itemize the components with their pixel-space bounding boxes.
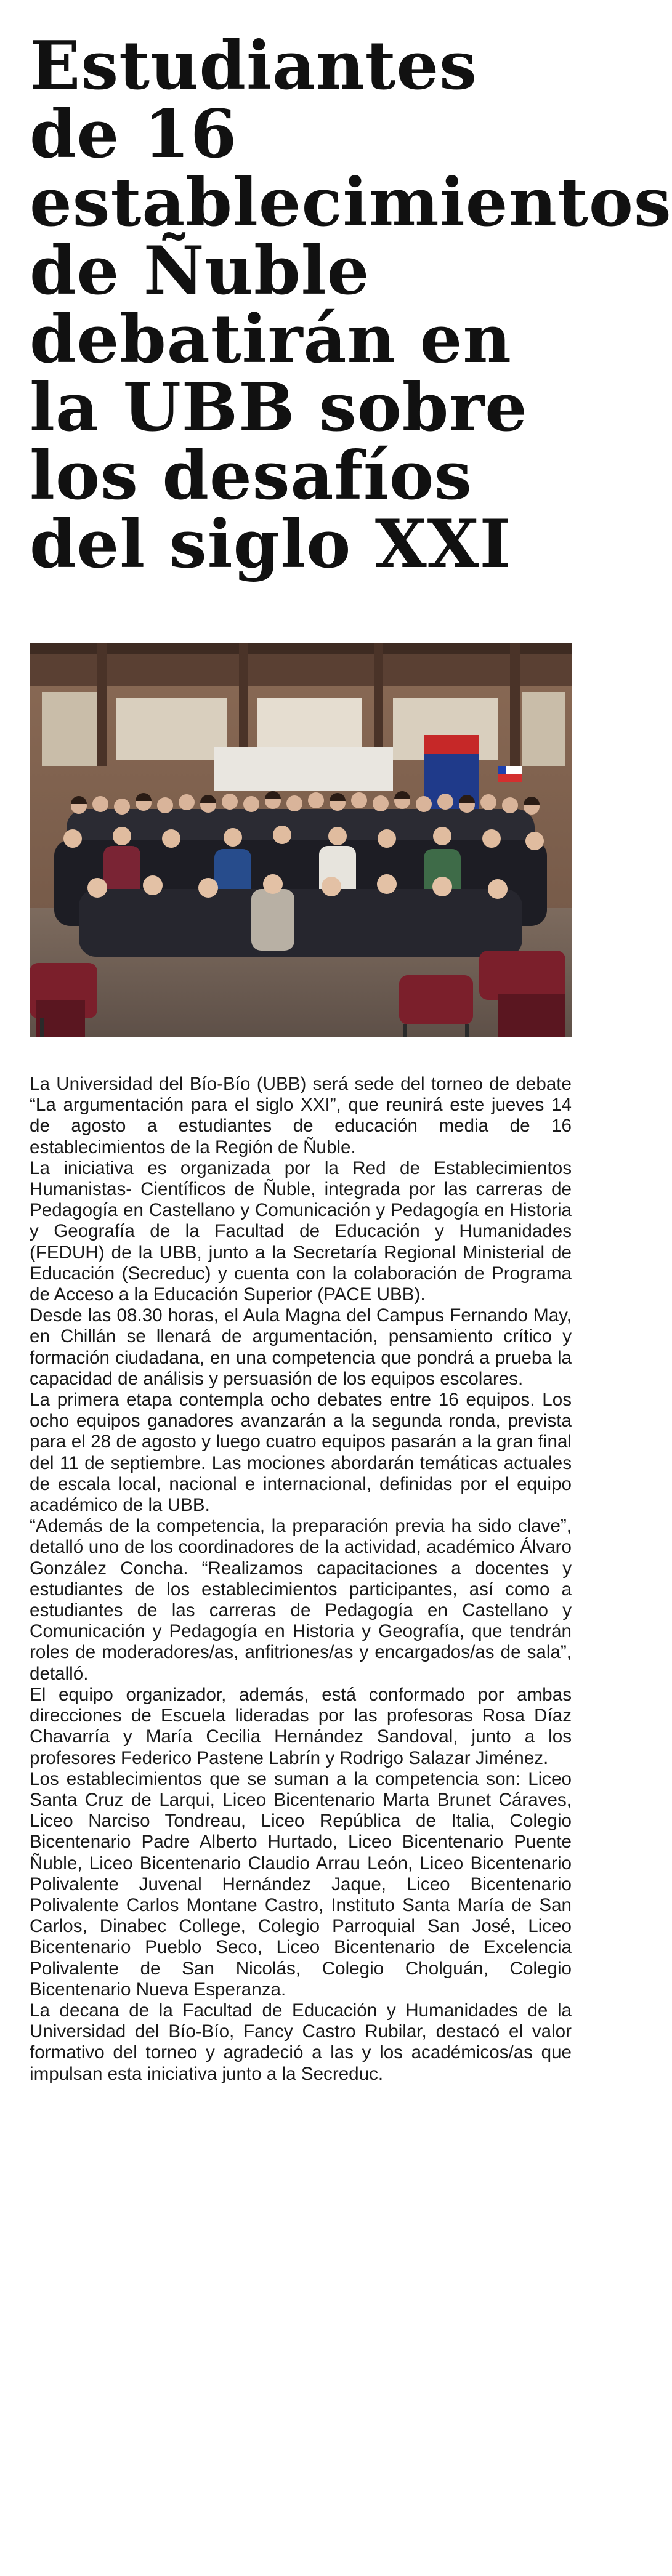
body-paragraph: La primera etapa contempla ocho debates entre 16 equipos. Los ocho equipos ganadores avanzarán a la segunda ronda, prevista para el 28 de agosto y luego cuatro equipos pasarán a la gran final del 11 de septiembre. Las mociones abordarán temáticas actuales de escala local, nacional e internacional, definidas por el equipo académico de la UBB. [30, 1390, 572, 1516]
headline-line: del siglo XXI [30, 505, 511, 583]
headline-line: debatirán en [30, 300, 512, 378]
article-body [30, 1074, 572, 2085]
article-headline [30, 27, 672, 583]
body-paragraph: La Universidad del Bío-Bío (UBB) será sede del torneo de debate “La argumentación para el siglo XXI”, que reunirá este jueves 14 de agosto a estudiantes de educación media de 16 establecimientos de la Región de Ñuble. [30, 1074, 572, 1157]
headline-line: la UBB sobre [30, 369, 528, 446]
body-paragraph: El equipo organizador, además, está conformado por ambas direcciones de Escuela lideradas por las profesoras Rosa Díaz Chavarría y María Cecilia Hernández Sandoval, junto a los profesores Federico Pastene Labrín y Rodrigo Salazar Jiménez. [30, 1684, 572, 1768]
body-paragraph: La iniciativa es organizada por la Red de Establecimientos Humanistas- Científicos de Ñuble, integrada por las carreras de Pedagogía en Castellano y Comunicación y Pedagogía en Historia y Geografía de la Facultad de Educación y Humanidades (FEDUH) de la UBB, junto a la Secretaría Regional Ministerial de Educación (Secreduc) y cuenta con la colaboración de Programa de Acceso a la Educación Superior (PACE UBB). [30, 1157, 572, 1305]
body-paragraph: La decana de la Facultad de Educación y Humanidades de la Universidad del Bío-Bío, Fancy Castro Rubilar, destacó el valor formativo del torneo y agradeció a las y los académicos/as que impulsan esta iniciativa junto a la Secreduc. [30, 2000, 572, 2084]
body-paragraph: “Además de la competencia, la preparación previa ha sido clave”, detalló uno de los coordinadores de la actividad, académico Álvaro González Concha. “Realizamos capacitaciones a docentes y estudiantes de los establecimientos participantes, así como a estudiantes de las carreras de Pedagogía en Castellano y Comunicación y Pedagogía en Historia y Geografía, que tendrán roles de moderadores/as, anfitriones/as y encargados/as de sala”, detalló. [30, 1516, 572, 1684]
headline-line: establecimientos [30, 164, 672, 241]
headline-line: los desafíos [30, 437, 472, 515]
headline-line: de 16 [30, 95, 238, 173]
headline-line: Estudiantes [30, 27, 477, 105]
headline-line: de Ñuble [30, 232, 370, 310]
body-paragraph: Los establecimientos que se suman a la competencia son: Liceo Santa Cruz de Larqui, Liceo Bicentenario Marta Brunet Cáraves, Liceo Narciso Tondreau, Liceo República de Italia, Colegio Bicentenario Padre Alberto Hurtado, Liceo Bicentenario Puente Ñuble, Liceo Bicentenario Claudio Arrau León, Liceo Bicentenario Polivalente Juvenal Hernández Jaque, Liceo Bicentenario Polivalente Carlos Montane Castro, Instituto Santa María de San Carlos, Dinabec College, Colegio Parroquial San José, Liceo Bicentenario Pueblo Seco, Liceo Bicentenario de Excelencia Polivalente de San Nicolás, Colegio Cholguán, Colegio Bicentenario Nueva Esperanza. [30, 1768, 572, 2000]
body-paragraph: Desde las 08.30 horas, el Aula Magna del Campus Fernando May, en Chillán se llenará de argumentación, pensamiento crítico y formación ciudadana, en una competencia que pondrá a prueba la capacidad de análisis y persuasión de los equipos escolares. [30, 1305, 572, 1389]
article-photo [30, 643, 572, 1037]
group-photo-illustration [30, 643, 572, 1037]
